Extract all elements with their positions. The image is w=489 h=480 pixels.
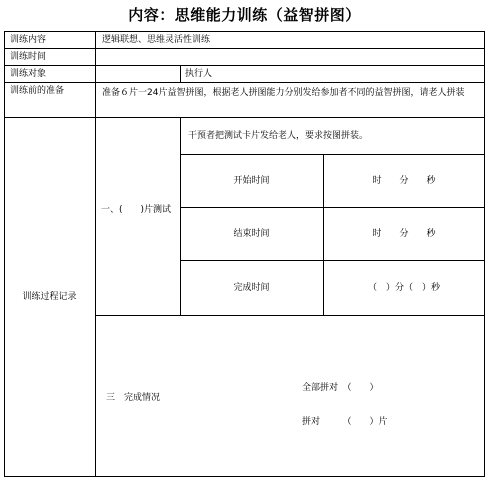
column-divider bbox=[180, 65, 181, 82]
completion-time-value[interactable]: （ ）分（ ）秒 bbox=[367, 283, 440, 293]
completion-label: 三 完成情况 bbox=[106, 393, 161, 403]
table-border-bottom bbox=[4, 476, 485, 477]
process-record-label: 训练过程记录 bbox=[22, 292, 77, 302]
row-divider bbox=[4, 82, 485, 83]
correct-pieces-field[interactable]: 拼对 （ ）片 bbox=[302, 417, 388, 427]
preparation-label: 训练前的准备 bbox=[10, 86, 65, 96]
table-border-right bbox=[484, 31, 485, 477]
row-divider bbox=[4, 65, 485, 66]
training-content-value: 逻辑联想、思维灵活性训练 bbox=[102, 35, 211, 45]
end-time-value[interactable]: 时 分 秒 bbox=[372, 229, 436, 239]
training-time-label: 训练时间 bbox=[10, 52, 47, 62]
training-record-table bbox=[4, 31, 485, 477]
row-divider bbox=[4, 48, 485, 49]
training-target-label: 训练对象 bbox=[10, 69, 47, 79]
preparation-value: 准备６片一24片益智拼图，根据老人拼图能力分别发给参加者不同的益智拼图，请老人拼装 bbox=[102, 88, 465, 98]
table-border-left bbox=[4, 31, 5, 477]
instruction-text: 干预者把测试卡片发给老人，要求按图拼装。 bbox=[188, 131, 369, 141]
column-divider bbox=[95, 31, 96, 477]
row-divider bbox=[180, 260, 485, 261]
row-divider bbox=[4, 117, 485, 118]
row-divider bbox=[180, 207, 485, 208]
executor-label: 执行人 bbox=[185, 69, 213, 79]
page-title: 内容：思维能力训练（益智拼图） bbox=[128, 6, 361, 24]
row-divider bbox=[180, 154, 485, 155]
all-correct-field[interactable]: 全部拼对 （ ） bbox=[302, 383, 379, 393]
test-label: 一、( )片测试 bbox=[101, 205, 172, 215]
end-time-label: 结束时间 bbox=[233, 229, 270, 239]
start-time-value[interactable]: 时 分 秒 bbox=[372, 176, 436, 186]
row-divider bbox=[95, 315, 485, 316]
training-content-label: 训练内容 bbox=[10, 35, 47, 45]
completion-time-label: 完成时间 bbox=[233, 283, 270, 293]
start-time-label: 开始时间 bbox=[233, 176, 270, 186]
table-border-top bbox=[4, 31, 485, 32]
